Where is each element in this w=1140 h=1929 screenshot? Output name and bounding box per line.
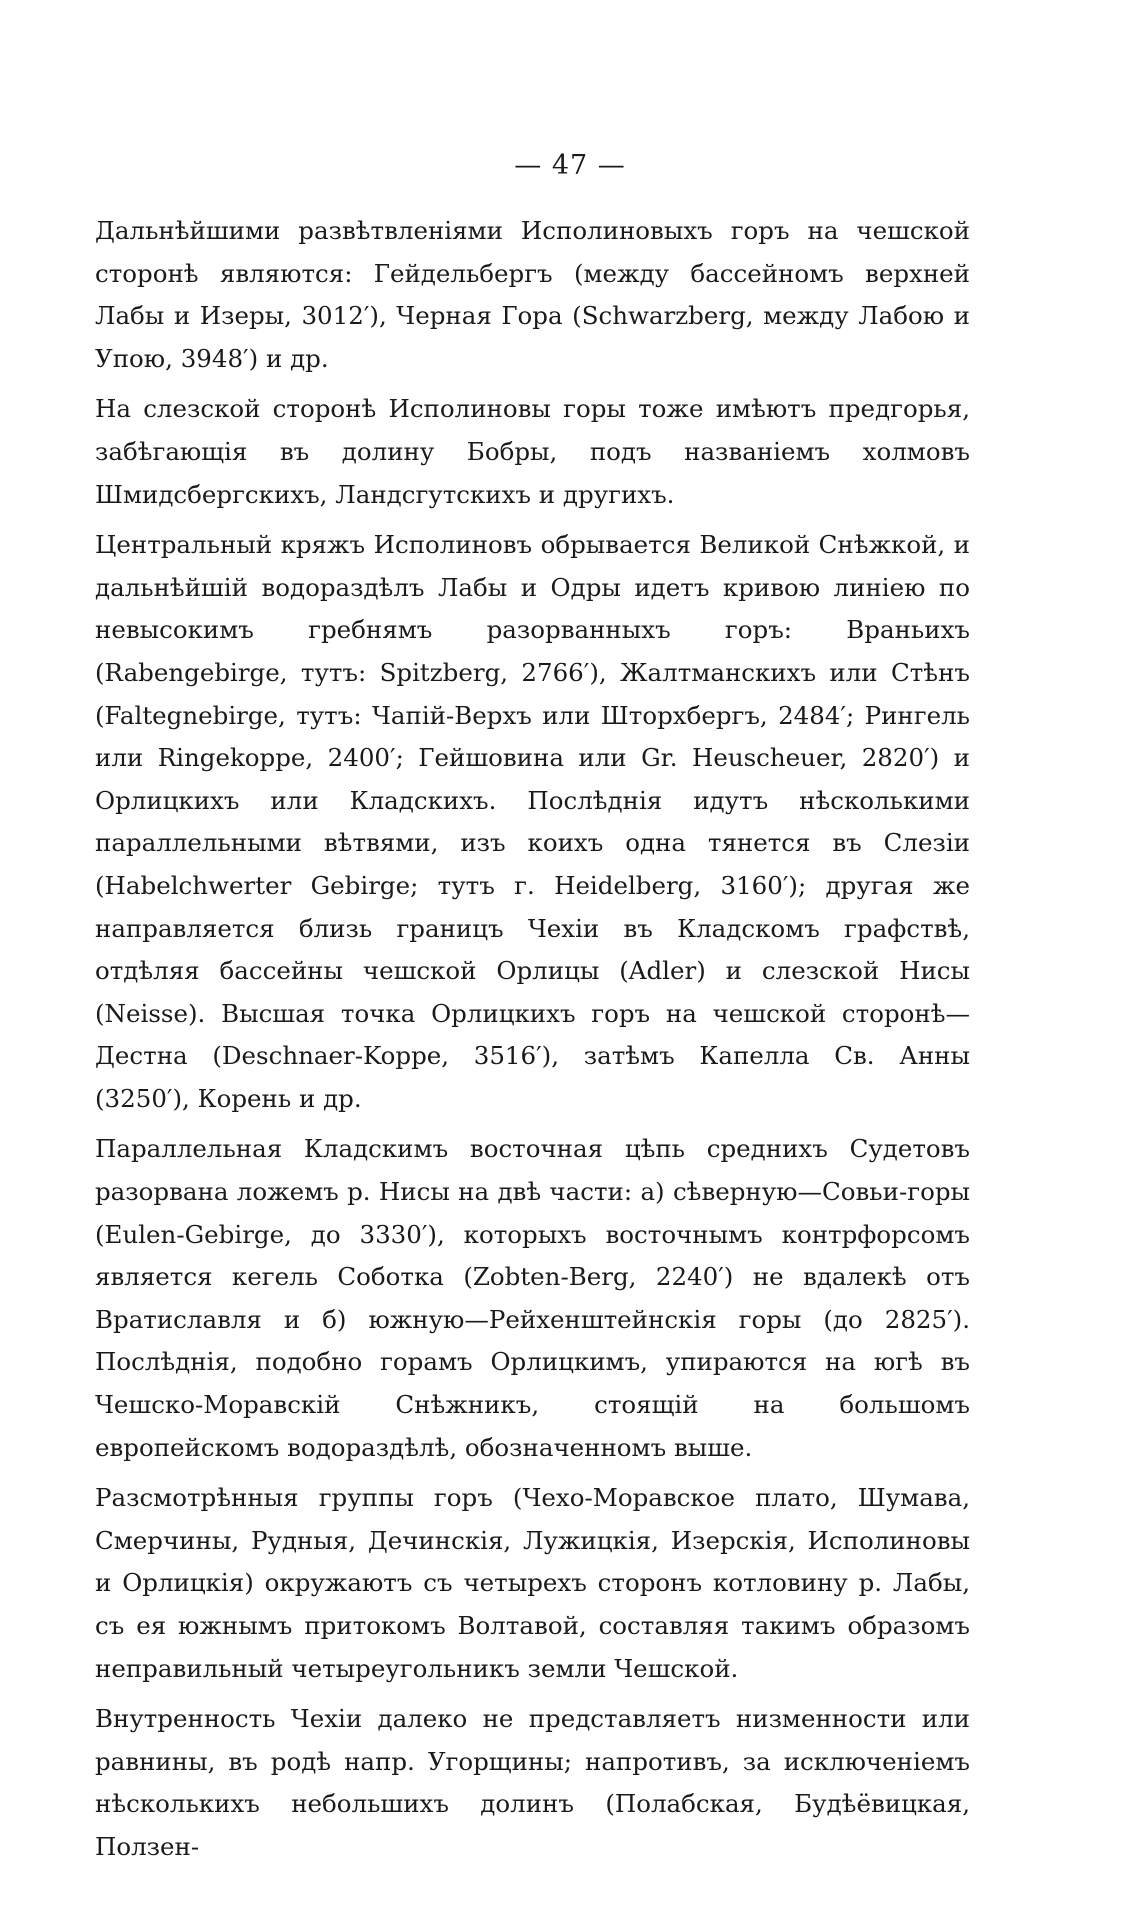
paragraph-silesian-side: На слезской сторонѣ Исполиновы горы тоже имѣютъ предгорья, забѣгающія въ долину Бобры, подъ названіемъ холмовъ Шмидсбергскихъ, Ландсгутскихъ и другихъ. <box>95 394 970 509</box>
text-column <box>95 210 970 1877</box>
paragraph-interior: Внутренность Чехіи далеко не представляетъ низменности или равнины, въ родѣ напр. Угорщины; напротивъ, за исключеніемъ нѣсколькихъ небольшихъ долинъ (Полабская, Будѣёвицкая, Ползен- <box>95 1704 970 1861</box>
paragraph-mountain-groups: Разсмотрѣнныя группы горъ (Чехо-Моравское плато, Шумава, Смерчины, Рудныя, Дечинскія, Лужицкія, Изерскія, Исполиновы и Орлицкія) окружаютъ съ четырехъ сторонъ котловину р. Лабы, съ ея южнымъ притокомъ Волтавой, составляя такимъ образомъ неправильный четыреугольникъ земли Чешской. <box>95 1483 970 1683</box>
paragraph-branches: Дальнѣйшими развѣтвленіями Исполиновыхъ горъ на чешской сторонѣ являются: Гейдельбергъ (между бассейномъ верхней Лабы и Изеры, 3012′), Черная Гора (Schwarzberg, между Лабою и Упою, 3948′) и др. <box>95 216 970 373</box>
page-number: — 47 — <box>514 150 626 181</box>
paragraph-central-ridge: Центральный кряжъ Исполиновъ обрывается Великой Снѣжкой, и дальнѣйшій водораздѣлъ Лабы и Одры идетъ кривою линіею по невысокимъ гребнямъ разорванныхъ горъ: Враньихъ (Rabengebirge, тутъ: Spitzberg, 2766′), Жалтманскихъ или Стѣнъ (Faltegnebirge, тутъ: Чапій-Верхъ или Шторхбергъ, 2484′; Рингель или Ringekoppe, 2400′; Гейшовина или Gr. Heuscheuer, 2820′) и Орлицкихъ или Кладскихъ. Послѣднія идутъ нѣсколькими параллельными вѣтвями, изъ коихъ одна тянется въ Слезіи (Habelchwerter Gebirge; тутъ г. Heidelberg, 3160′); другая же направляется близь границъ Чехіи въ Кладскомъ графствѣ, отдѣляя бассейны чешской Орлицы (Adler) и слезской Нисы (Neisse). Высшая точка Орлицкихъ горъ на чешской сторонѣ—Дестна (Deschnaer-Koppe, 3516′), затѣмъ Капелла Св. Анны (3250′), Корень и др. <box>95 530 970 1113</box>
paragraph-eastern-chain: Параллельная Кладскимъ восточная цѣпь среднихъ Судетовъ разорвана ложемъ р. Нисы на двѣ части: а) сѣверную—Совьи-горы (Eulen-Gebirge, до 3330′), которыхъ восточнымъ контрфорсомъ является кегель Соботка (Zobten-Berg, 2240′) не вдалекѣ отъ Вратиславля и б) южную—Рейхенштейнскія горы (до 2825′). Послѣднія, подобно горамъ Орлицкимъ, упираются на югѣ въ Чешско-Моравскій Снѣжникъ, стоящій на большомъ европейскомъ водораздѣлѣ, обозначенномъ выше. <box>95 1134 970 1462</box>
